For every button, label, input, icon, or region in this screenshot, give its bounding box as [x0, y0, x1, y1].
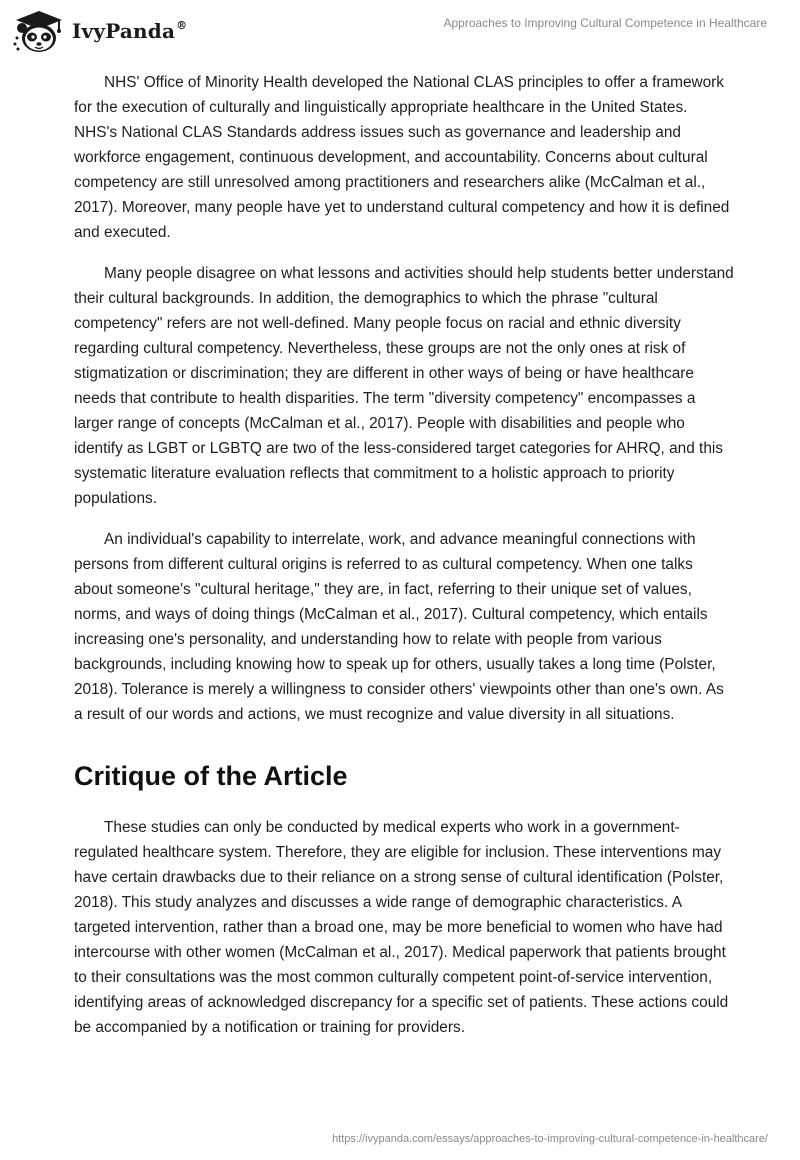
section-heading: Critique of the Article [74, 761, 348, 791]
panda-graduate-icon [12, 8, 66, 54]
ivypanda-logo[interactable] [12, 8, 187, 54]
body-paragraph: An individual's capability to interrelate, work, and advance meaningful connections with persons from different cultural origins is referred to as cultural competency. When one talks about someone's "cultural heritage," they are, in fact, referring to their unique set of values, norms, and ways of doing things (McCalman et al., 2017). Cultural competency, which entails increasing one's personality, and understanding how to relate with people from various backgrounds, including knowing how to speak up for others, usually takes a long time (Polster, 2018). Tolerance is merely a willingness to consider others' viewpoints other than one's own. As a result of our words and actions, we must recognize and value diversity in all situations. [74, 531, 724, 723]
body-paragraph: Many people disagree on what lessons and activities should help students better understand their cultural backgrounds. In addition, the demographics to which the phrase "cultural competency" refers are not well-defined. Many people focus on racial and ethnic diversity regarding cultural competency. Nevertheless, these groups are not the only ones at risk of stigmatization or discrimination; they are different in other ways of being or have healthcare needs that contribute to health disparities. The term "diversity competency" encompasses a larger range of concepts (McCalman et al., 2017). People with disabilities and people who identify as LGBT or LGBTQ are two of the less-considered target categories for AHRQ, and this systematic literature evaluation reflects that commitment to a holistic approach to priority populations. [74, 265, 734, 507]
logo-text [72, 19, 187, 43]
logo-name: IvyPanda [72, 19, 176, 43]
running-title: Approaches to Improving Cultural Competence in Healthcare [443, 16, 767, 30]
registered-mark: ® [176, 19, 188, 32]
page-header [0, 0, 800, 60]
source-url[interactable]: https://ivypanda.com/essays/approaches-to-improving-cultural-competence-in-healthcare/ [332, 1133, 768, 1145]
body-paragraph: These studies can only be conducted by medical experts who work in a government-regulated healthcare system. Therefore, they are eligible for inclusion. These interventions may have certain drawbacks due to their reliance on a strong sense of cultural identification (Polster, 2018). This study analyzes and discusses a wide range of demographic characteristics. A targeted intervention, rather than a broad one, may be more beneficial to women who have had intercourse with other women (McCalman et al., 2017). Medical paperwork that patients brought to their consultations was the most common culturally competent point-of-service intervention, identifying areas of acknowledged discrepancy for a specific set of patients. These actions could be accompanied by a notification or training for providers. [74, 819, 729, 1036]
body-paragraph: NHS' Office of Minority Health developed the National CLAS principles to offer a framework for the execution of culturally and linguistically appropriate healthcare in the United States. NHS's National CLAS Standards address issues such as governance and leadership and workforce engagement, continuous development, and accountability. Concerns about cultural competency are still unresolved among practitioners and researchers alike (McCalman et al., 2017). Moreover, many people have yet to understand cultural competency and how it is defined and executed. [74, 74, 730, 241]
essay-content [74, 70, 734, 1056]
